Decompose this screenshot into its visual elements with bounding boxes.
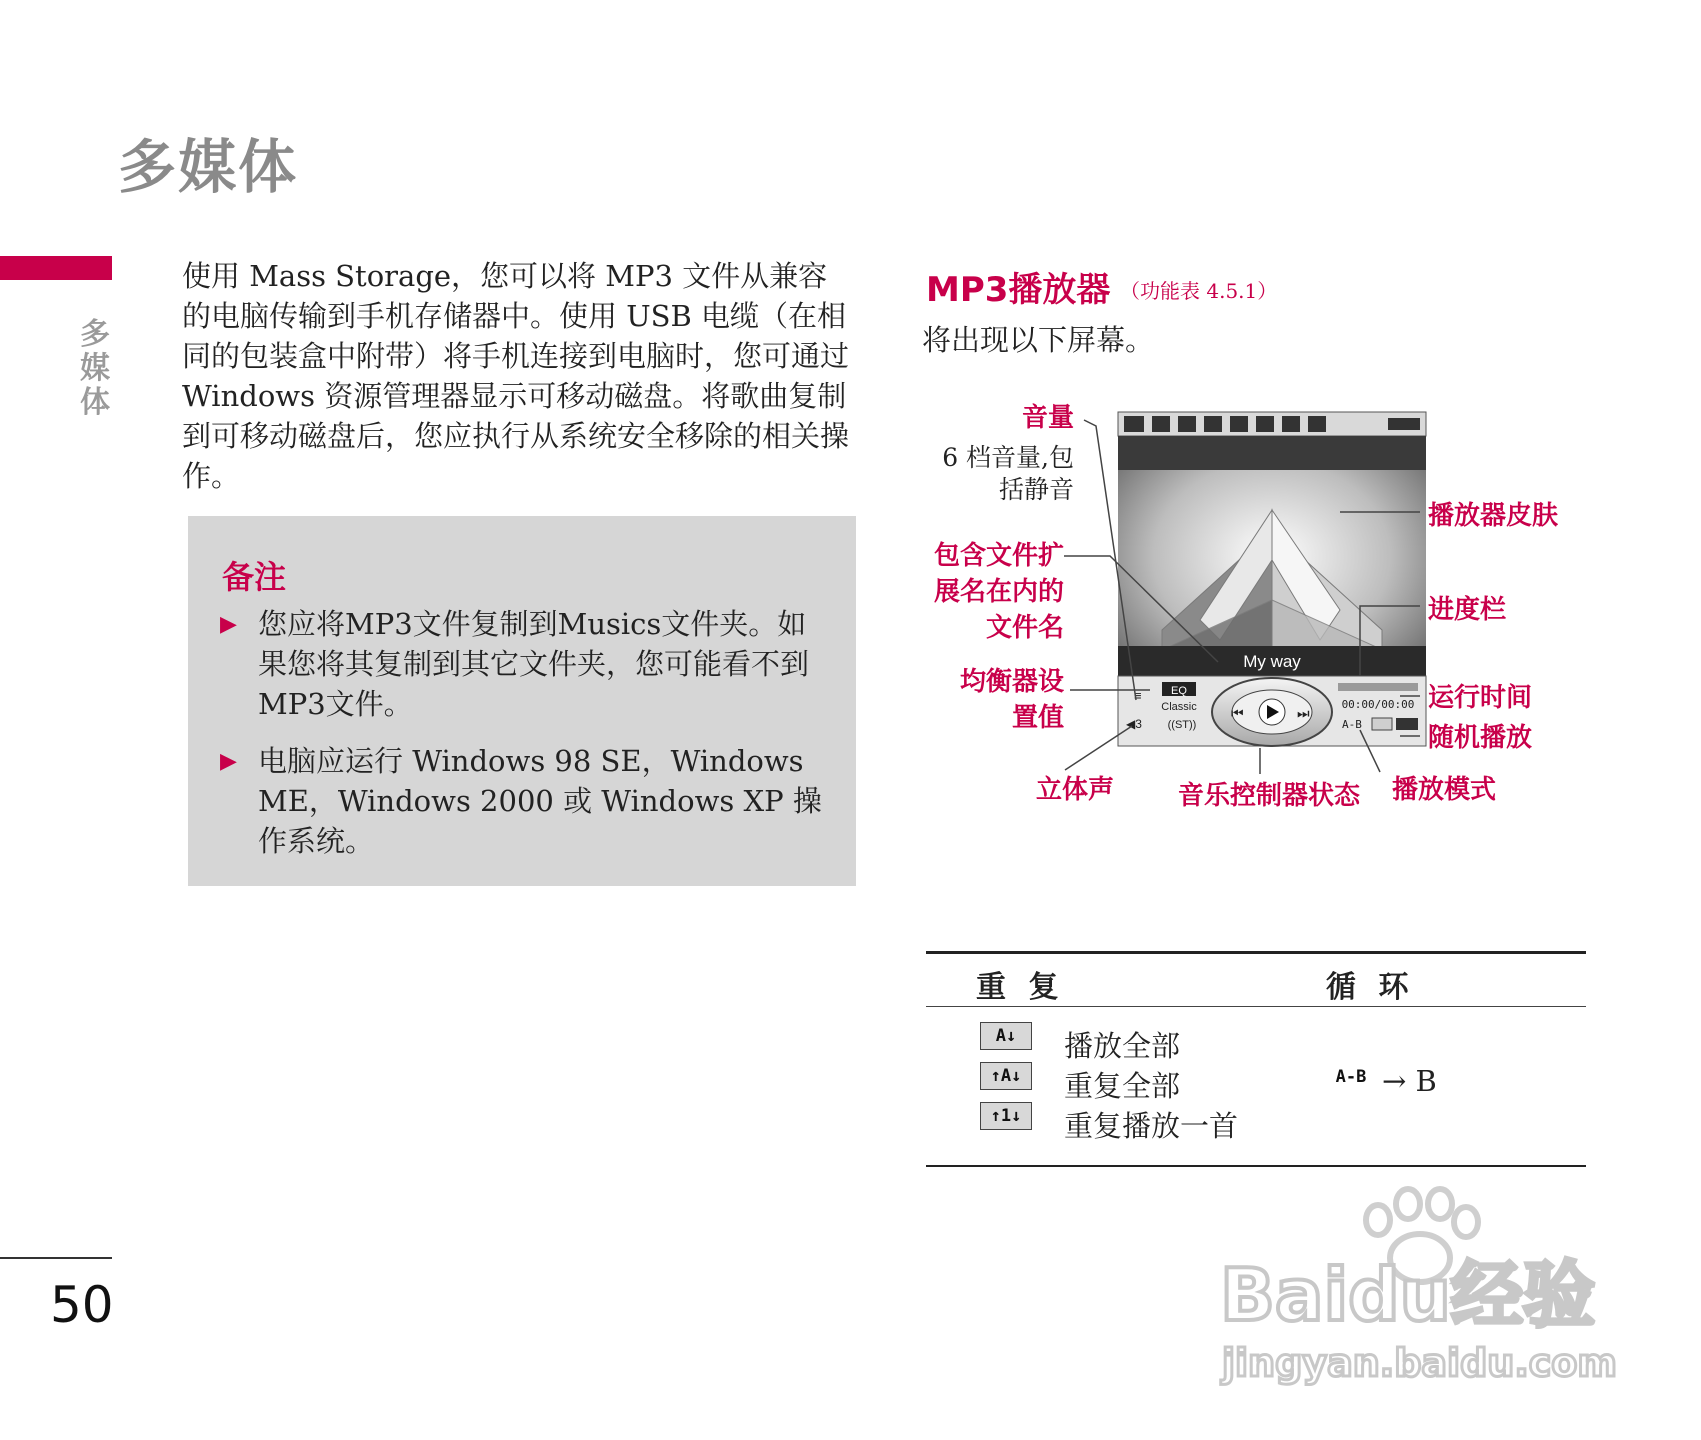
shuffle-icon [1396, 718, 1418, 730]
callout-play-mode: 播放模式 [1392, 775, 1497, 805]
repeat-row-label: 播放全部 [1064, 1029, 1181, 1063]
callout-filename-line1: 包含文件扩 [933, 541, 1064, 571]
next-track-icon: ⏭ [1297, 706, 1310, 722]
note-item: 您应将MP3文件复制到Musics文件夹。如果您将其复制到其它文件夹，您可能看不到MP3文件。 [258, 607, 810, 721]
song-title: My way [1243, 652, 1301, 671]
play-all-icon: A↓ [980, 1022, 1032, 1050]
callout-controller: 音乐控制器状态 [1178, 781, 1361, 811]
note-title: 备注 [222, 558, 287, 596]
ab-loop-text: → B [1382, 1064, 1437, 1098]
bullet-icon: ▶ [220, 749, 237, 774]
callout-runtime: 运行时间 [1428, 683, 1533, 713]
note-item: 电脑应运行 Windows 98 SE，Windows ME，Windows 2000 或 Windows XP 操作系统。 [258, 744, 822, 858]
page-title: 多媒体 [118, 133, 299, 201]
bullet-icon: ▶ [220, 612, 237, 637]
callout-eq-line1: 均衡器设 [959, 667, 1064, 697]
top-band [1118, 436, 1426, 470]
page-number: 50 [50, 1276, 114, 1334]
progress-bar [1338, 683, 1418, 691]
repeat-row-label: 重复播放一首 [1064, 1109, 1239, 1143]
eq-label: EQ [1171, 685, 1187, 697]
callout-filename-line3: 文件名 [985, 613, 1064, 643]
prev-track-icon: ⏮ [1231, 706, 1244, 722]
repeat-all-icon: ↑A↓ [980, 1062, 1032, 1090]
table-header-loop: 循 环 [1326, 970, 1415, 1005]
callout-stereo: 立体声 [1036, 775, 1115, 805]
repeat-one-icon: ↑1↓ [980, 1102, 1032, 1130]
section-reference: （功能表 4.5.1） [1120, 279, 1278, 303]
watermark-brand: Baidu经验 [1220, 1253, 1595, 1337]
stereo-indicator: ((ST)) [1167, 719, 1197, 731]
callout-volume: 音量 [1021, 403, 1074, 433]
ab-indicator: A-B [1342, 718, 1362, 731]
volume-icon: ◀3 [1126, 717, 1142, 731]
footer-rule [0, 1257, 112, 1259]
watermark-url: jingyan.baidu.com [1222, 1341, 1617, 1385]
intro-paragraph: 使用 Mass Storage，您可以将 MP3 文件从兼容的电脑传输到手机存储器中。使用 USB 电缆（在相同的包装盒中附带）将手机连接到电脑时，您可通过 Windows 资源管理器显示可移动磁盘。将歌曲复制到可移动磁盘后，您应执行从系统安全移除的相关操作。 [182, 259, 850, 493]
callout-filename-line2: 展名在内的 [933, 577, 1064, 607]
table-header-repeat: 重 复 [976, 970, 1065, 1005]
play-mode-icon [1372, 718, 1392, 730]
volume-note-line2: 括静音 [998, 475, 1074, 504]
table-header-rule [926, 1006, 1586, 1007]
baidu-watermark [1210, 1180, 1640, 1400]
table-bottom-rule [926, 1165, 1586, 1167]
callout-shuffle: 随机播放 [1428, 723, 1533, 753]
eq-value: Classic [1161, 701, 1197, 713]
callout-progress: 进度栏 [1428, 595, 1507, 625]
volume-note-line1: 6 档音量,包 [942, 443, 1074, 472]
runtime-display: 00:00/00:00 [1341, 698, 1415, 711]
side-accent-bar [0, 256, 112, 280]
table-top-rule [926, 951, 1586, 954]
callout-eq-line2: 置值 [1011, 703, 1064, 733]
ab-loop-icon: A-B [1326, 1064, 1376, 1090]
callout-skin: 播放器皮肤 [1428, 501, 1559, 531]
section-heading: MP3播放器 [926, 270, 1111, 310]
section-subtitle: 将出现以下屏幕。 [922, 323, 1155, 357]
eq-menu-icon: ≡ [1134, 688, 1142, 703]
repeat-row-label: 重复全部 [1064, 1069, 1181, 1103]
side-tab-label: 多媒体 [80, 317, 110, 420]
